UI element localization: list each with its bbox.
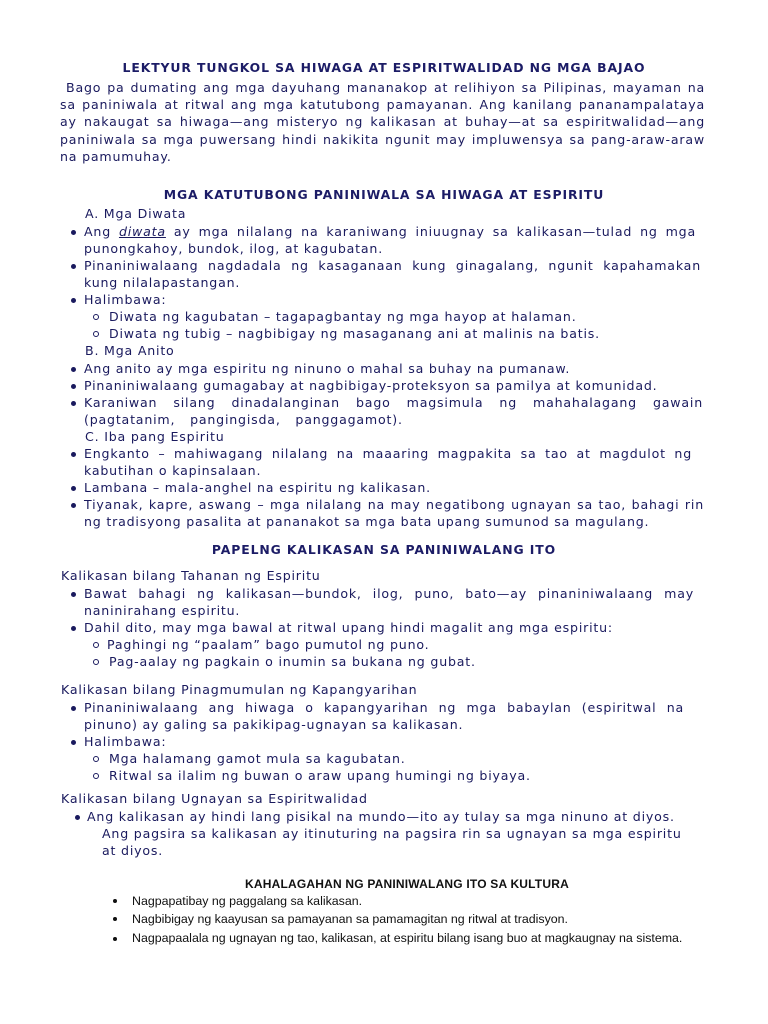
list-item-anito-gabay: Pinaniniwalaang gumagabay at nagbibigay-proteksyon sa pamilya at komunidad. — [84, 378, 658, 393]
sub-item-pag-aalay: Pag-aalay ng pagkain o inumin sa bukana ng gubat. — [109, 654, 476, 669]
bullet — [75, 815, 80, 820]
intro-paragraph: Bago pa dumating ang mga dayuhang mananakop at relihiyon sa Pilipinas, mayaman na sa paniniwala at ritwal ang mga katutubong pamayanan. Ang kanilang pananampalataya ay nakaugat sa hiwaga—ang misteryo ng kalikasan at buhay—at sa espiritwalidad—ang paniniwala sa mga puwersang hindi nakikita ngunit may impluwensya sa pang-araw-araw na pamumuhay. — [60, 80, 705, 164]
section-heading-papel-ng-kalikasan: PAPELNG KALIKASAN SA PANINIWALANG ITO — [211, 542, 557, 557]
page-title: LEKTYUR TUNGKOL SA HIWAGA AT ESPIRITWALIDAD NG MGA BAJAO — [122, 60, 646, 75]
subheading-tahanan-ng-espiritu: Kalikasan bilang Tahanan ng Espiritu — [61, 568, 321, 583]
bullet — [113, 917, 117, 921]
sub-bullet — [93, 773, 99, 779]
list-item-paggalang: Nagpapatibay ng paggalang sa kalikasan. — [132, 894, 363, 908]
bullet — [71, 298, 76, 303]
bullet — [71, 740, 76, 745]
subheading-ugnayan-sa-espiritwalidad: Kalikasan bilang Ugnayan sa Espiritwalidad — [61, 791, 368, 806]
list-item-diwata-definition: Ang diwata ay mga nilalang na karaniwang iniuugnay sa kalikasan—tulad ng mga punongkahoy, bundok, ilog, at kagubatan. — [84, 224, 696, 257]
list-item-halimbawa-2: Halimbawa: — [84, 734, 167, 749]
list-item-bawal-at-ritwal: Dahil dito, may mga bawal at ritwal upang hindi magalit ang mga espiritu: — [84, 620, 613, 635]
list-item-halimbawa: Halimbawa: — [84, 292, 167, 307]
list-item-tiyanak-kapre-aswang: Tiyanak, kapre, aswang – mga nilalang na may negatibong ugnayan sa tao, bahagi rin ng tradisyong pasalita at pananakot sa mga bata upang sumunod sa magulang. — [84, 497, 704, 530]
list-item-lambana: Lambana – mala-anghel na espiritu ng kalikasan. — [84, 480, 431, 495]
sub-item-diwata-kagubatan: Diwata ng kagubatan – tagapagbantay ng mga hayop at halaman. — [109, 309, 577, 324]
sub-bullet — [93, 659, 99, 665]
bullet — [71, 592, 76, 597]
list-item-pagsira-sa-kalikasan: Ang pagsira sa kalikasan ay itinuturing na pagsira rin sa ugnayan sa mga espiritu — [102, 826, 682, 841]
list-item-babaylan: Pinaniniwalaang ang hiwaga o kapangyarihan ng mga babaylan (espiritwal na pinuno) ay galing sa pakikipag-ugnayan sa kalikasan. — [84, 700, 684, 733]
list-item-tulay-sa-ninuno: Ang kalikasan ay hindi lang pisikal na mundo—ito ay tulay sa mga ninuno at diyos. — [87, 809, 675, 824]
sub-item-halamang-gamot: Mga halamang gamot mula sa kagubatan. — [109, 751, 406, 766]
bullet — [71, 384, 76, 389]
section-heading-kahalagahan: KAHALAGAHAN NG PANINIWALANG ITO SA KULTURA — [245, 877, 569, 891]
bullet — [71, 503, 76, 508]
bullet — [71, 401, 76, 406]
sub-bullet — [93, 756, 99, 762]
list-item-kaayusan: Nagbibigay ng kaayusan sa pamayanan sa pamamagitan ng ritwal at tradisyon. — [132, 912, 568, 926]
list-item-diwata-kasaganaan: Pinaniniwalaang nagdadala ng kasaganaan kung ginagalang, ngunit kapahamakan kung nilalapastangan. — [84, 258, 701, 291]
list-item-engkanto: Engkanto – mahiwagang nilalang na maaaring magpakita sa tao at magdulot ng kabutihan o kapinsalaan. — [84, 446, 692, 479]
subheading-iba-pang-espiritu: C. Iba pang Espiritu — [85, 429, 225, 444]
list-item-bawat-bahagi: Bawat bahagi ng kalikasan—bundok, ilog, puno, bato—ay pinaniniwalaang may naninirahang espiritu. — [84, 586, 694, 619]
sub-item-ritwal-buwan-araw: Ritwal sa ilalim ng buwan o araw upang humingi ng biyaya. — [109, 768, 531, 783]
subheading-pinagmumulan-ng-kapangyarihan: Kalikasan bilang Pinagmumulan ng Kapangyarihan — [61, 682, 418, 697]
subheading-mga-diwata: A. Mga Diwata — [85, 206, 187, 221]
bullet — [71, 367, 76, 372]
bullet — [71, 486, 76, 491]
sub-bullet — [93, 314, 99, 320]
bullet — [71, 452, 76, 457]
section-heading-katutubong-paniniwala: MGA KATUTUBONG PANINIWALA SA HIWAGA AT ESPIRITU — [163, 187, 605, 202]
list-item-ugnayan: Nagpapaalala ng ugnayan ng tao, kalikasan, at espiritu bilang isang buo at magkaugnay na sistema. — [132, 931, 683, 945]
sub-item-paalam: Paghingi ng “paalam” bago pumutol ng puno. — [107, 637, 430, 652]
sub-bullet — [93, 331, 99, 337]
list-item-anito-dalangin: Karaniwan silang dinadalanginan bago magsimula ng mahahalagang gawain (pagtatanim, pangingisda, panggagamot). — [84, 395, 703, 428]
bullet — [71, 706, 76, 711]
bullet — [113, 899, 117, 903]
list-item-at-diyos: at diyos. — [102, 843, 164, 858]
bullet — [113, 937, 117, 941]
list-item-anito-definition: Ang anito ay mga espiritu ng ninuno o mahal sa buhay na pumanaw. — [84, 361, 571, 376]
sub-item-diwata-tubig: Diwata ng tubig – nagbibigay ng masaganang ani at malinis na batis. — [109, 326, 600, 341]
diwata-term: diwata — [118, 224, 166, 239]
bullet — [71, 264, 76, 269]
subheading-mga-anito: B. Mga Anito — [85, 343, 175, 358]
bullet — [71, 626, 76, 631]
sub-bullet — [93, 642, 99, 648]
bullet — [71, 230, 76, 235]
